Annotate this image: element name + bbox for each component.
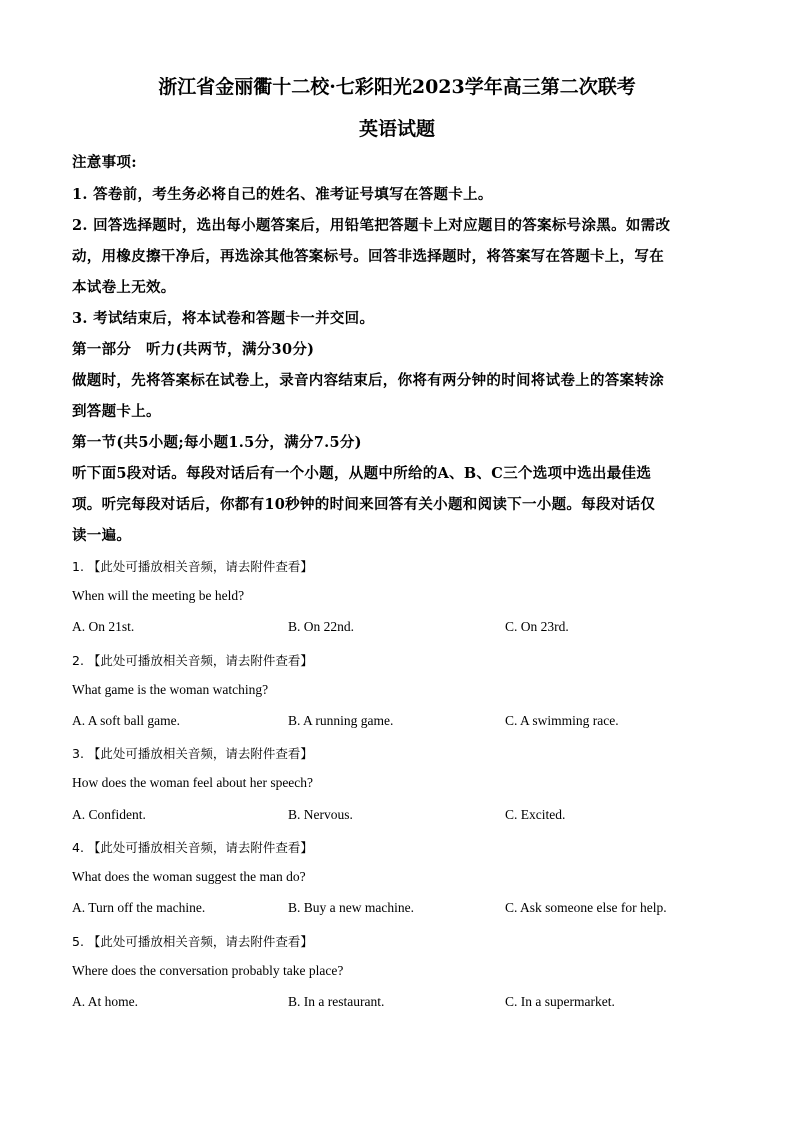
- question-4-option-c: C. Ask someone else for help.: [505, 900, 667, 915]
- note-item-3: 3. 考试结束后，将本试卷和答题卡一并交回。: [72, 310, 375, 327]
- part1-heading: 第一部分 听力(共两节，满分30分): [72, 341, 315, 358]
- question-5-audio[interactable]: 5. 【此处可播放相关音频，请去附件查看】: [72, 934, 313, 949]
- question-1-option-b: B. On 22nd.: [288, 619, 355, 634]
- question-5-stem: Where does the conversation probably take place?: [72, 963, 344, 978]
- question-2-stem: What game is the woman watching?: [72, 682, 269, 697]
- question-3-option-a: A. Confident.: [72, 807, 146, 822]
- question-4-option-b: B. Buy a new machine.: [288, 900, 414, 915]
- note-item-2-line-3: 本试卷上无效。: [72, 279, 176, 296]
- exam-subtitle: 英语试题: [358, 118, 435, 140]
- question-2-option-c: C. A swimming race.: [505, 713, 619, 728]
- question-2-option-a: A. A soft ball game.: [72, 713, 180, 728]
- section1-intro-line-3: 读一遍。: [72, 527, 132, 544]
- question-4-option-a: A. Turn off the machine.: [72, 900, 206, 915]
- question-5-option-c: C. In a supermarket.: [505, 994, 615, 1009]
- question-5-option-b: B. In a restaurant.: [288, 994, 385, 1009]
- question-4-stem: What does the woman suggest the man do?: [72, 869, 306, 884]
- question-1-audio[interactable]: 1. 【此处可播放相关音频，请去附件查看】: [72, 559, 313, 574]
- section1-intro-line-2: 项。听完每段对话后，你都有10秒钟的时间来回答有关小题和阅读下一小题。每段对话仅: [72, 496, 656, 513]
- section1-heading: 第一节(共5小题;每小题1.5分，满分7.5分): [72, 434, 362, 451]
- question-3-stem: How does the woman feel about her speech?: [72, 775, 314, 790]
- note-item-2-line-2: 动，用橡皮擦干净后，再选涂其他答案标号。回答非选择题时，将答案写在答题卡上，写在: [72, 248, 664, 265]
- part1-intro-line-2: 到答题卡上。: [72, 403, 161, 420]
- note-item-1: 1. 答卷前，考生务必将自己的姓名、准考证号填写在答题卡上。: [72, 186, 493, 203]
- question-3-option-c: C. Excited.: [505, 807, 566, 822]
- question-3-option-b: B. Nervous.: [288, 807, 353, 822]
- exam-title: 浙江省金丽衢十二校·七彩阳光2023学年高三第二次联考: [158, 76, 636, 98]
- question-1-option-c: C. On 23rd.: [505, 619, 569, 634]
- question-2-option-b: B. A running game.: [288, 713, 394, 728]
- part1-intro-line-1: 做题时，先将答案标在试卷上，录音内容结束后，你将有两分钟的时间将试卷上的答案转涂: [72, 372, 664, 389]
- section1-intro-line-1: 听下面5段对话。每段对话后有一个小题，从题中所给的A、B、C三个选项中选出最佳选: [72, 465, 652, 482]
- note-item-2-line-1: 2. 回答选择题时，选出每小题答案后，用铅笔把答题卡上对应题目的答案标号涂黑。如需改: [72, 217, 671, 234]
- question-1-stem: When will the meeting be held?: [72, 588, 245, 603]
- question-2-audio[interactable]: 2. 【此处可播放相关音频，请去附件查看】: [72, 653, 313, 668]
- notes-heading: 注意事项:: [72, 154, 137, 171]
- question-5-option-a: A. At home.: [72, 994, 138, 1009]
- question-4-audio[interactable]: 4. 【此处可播放相关音频，请去附件查看】: [72, 840, 313, 855]
- question-1-option-a: A. On 21st.: [72, 619, 135, 634]
- question-3-audio[interactable]: 3. 【此处可播放相关音频，请去附件查看】: [72, 746, 313, 761]
